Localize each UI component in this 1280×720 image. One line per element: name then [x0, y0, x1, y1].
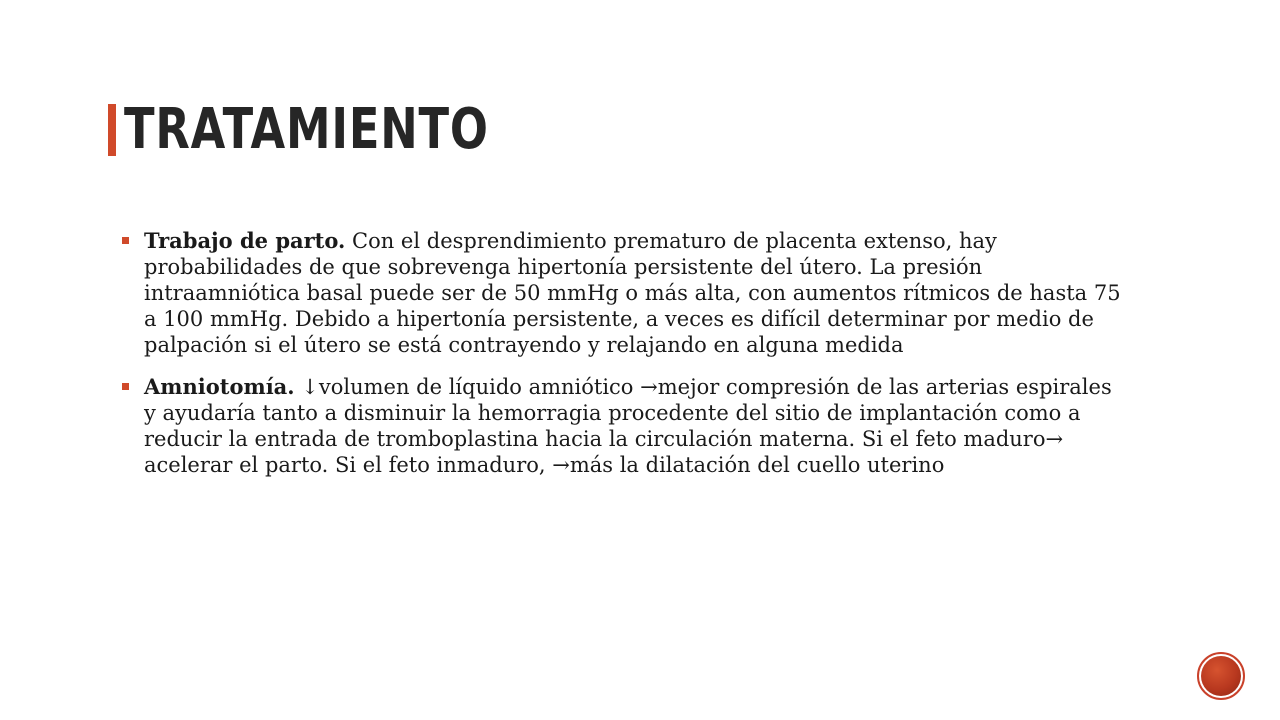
bullet-item-amniotomia: [120, 374, 1130, 478]
bullet-list: [120, 228, 1130, 494]
title-block: [124, 98, 580, 162]
square-bullet-icon: [122, 237, 129, 244]
bullet-label: Amniotomía.: [144, 374, 295, 399]
bullet-label: Trabajo de parto.: [144, 228, 346, 253]
badge-inner-circle: [1201, 656, 1241, 696]
slide-title: TRATAMIENTO: [124, 97, 489, 162]
bullet-text: Con el desprendimiento prematuro de placenta extenso, hay probabilidades de que sobrevenga hipertonía persistente del útero. La presión intraamniótica basal puede ser de 50 mmHg o más alta, con aumentos rítmicos de hasta 75 a 100 mmHg. Debido a hipertonía persistente, a veces es difícil determinar por medio de palpación si el útero se está contrayendo y relajando en alguna medida: [144, 229, 1121, 357]
title-accent-bar: [108, 104, 116, 156]
bullet-text: ↓volumen de líquido amniótico →mejor compresión de las arterias espirales y ayudaría tanto a disminuir la hemorragia procedente del sitio de implantación como a reducir la entrada de tromboplastina hacia la circulación materna. Si el feto maduro→ acelerar el parto. Si el feto inmaduro, →más la dilatación del cuello uterino: [144, 375, 1112, 477]
square-bullet-icon: [122, 383, 129, 390]
bullet-item-trabajo-de-parto: [120, 228, 1130, 358]
red-circle-badge-icon: [1197, 652, 1245, 700]
